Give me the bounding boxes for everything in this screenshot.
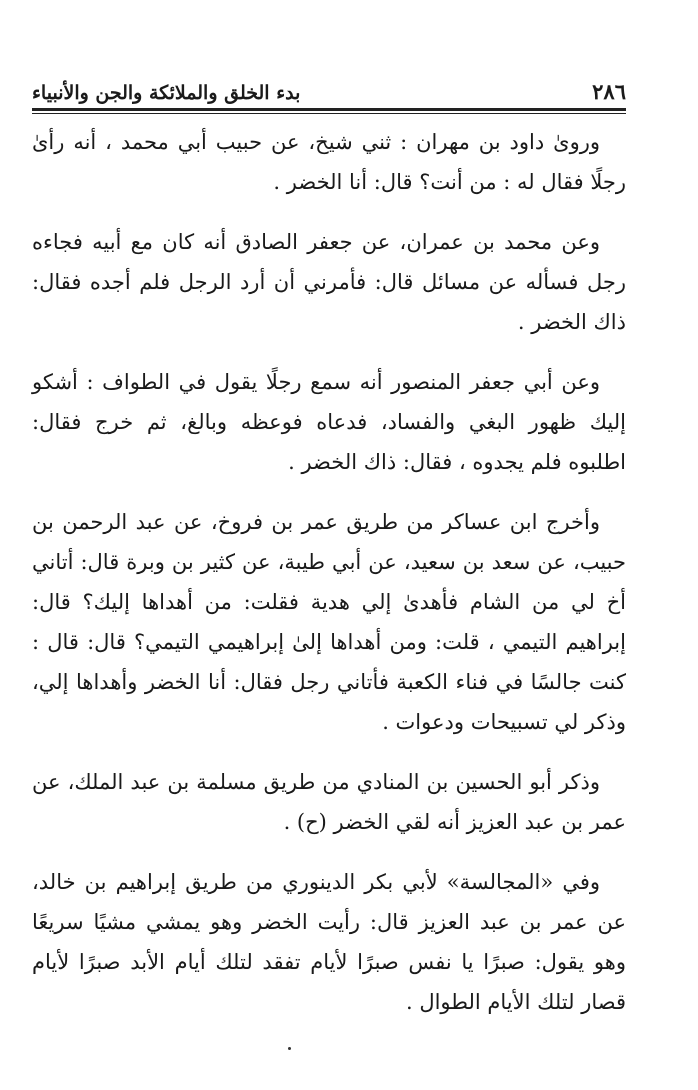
page-mark — [288, 1047, 291, 1050]
page-body — [32, 122, 626, 1022]
paragraph: وأخرج ابن عساكر من طريق عمر بن فروخ، عن عبد الرحمن بن حبيب، عن سعد بن سعيد، عن أبي طيبة، عن كثير بن وبرة قال: أتاني أخ لي من الشام فأهدىٰ إلي هدية فقلت: من أهداها إليك؟ قال: إبراهيم التيمي ، قلت: ومن أهداها إلىٰ إبراهيمي التيمي؟ قال: قال : كنت جالسًا في فناء الكعبة فأتاني رجل فقال: أنا الخضر وأهداها إلي، وذكر لي تسبيحات ودعوات . — [32, 510, 626, 734]
paragraph: ورویٰ داود بن مهران : ثني شيخ، عن حبيب أبي محمد ، أنه رأىٰ رجلًا فقال له : من أنت؟ قال: أنا الخضر . — [32, 130, 626, 194]
header-rule-thin — [32, 113, 626, 114]
paragraph: وعن أبي جعفر المنصور أنه سمع رجلًا يقول في الطواف : أشكو إليك ظهور البغي والفساد، فدعاه فوعظه وبالغ، ثم خرج فقال: اطلبوه فلم يجدوه ، فقال: ذاك الخضر . — [32, 370, 626, 474]
paragraph: وذكر أبو الحسين بن المنادي من طريق مسلمة بن عبد الملك، عن عمر بن عبد العزيز أنه لقي الخضر (ح) . — [32, 770, 626, 834]
paragraph: وفي «المجالسة» لأبي بكر الدينوري من طريق إبراهيم بن خالد، عن عمر بن عبد العزيز قال: رأيت الخضر وهو يمشي مشيًا سريعًا وهو يقول: صبرًا يا نفس صبرًا لأيام تفقد لتلك أيام الأبد صبرًا لأيام قصار لتلك الأيام الطوال . — [32, 870, 626, 1014]
chapter-title: بدء الخلق والملائكة والجن والأنبياء — [32, 82, 301, 104]
paragraph: وعن محمد بن عمران، عن جعفر الصادق أنه كان مع أبيه فجاءه رجل فسأله عن مسائل قال: فأمرني أن أرد الرجل فلم أجده فقال: ذاك الخضر . — [32, 230, 626, 334]
book-page — [32, 64, 626, 1042]
page-number: ٢٨٦ — [592, 79, 626, 104]
header-rule-thick — [32, 108, 626, 111]
running-header — [32, 64, 626, 104]
